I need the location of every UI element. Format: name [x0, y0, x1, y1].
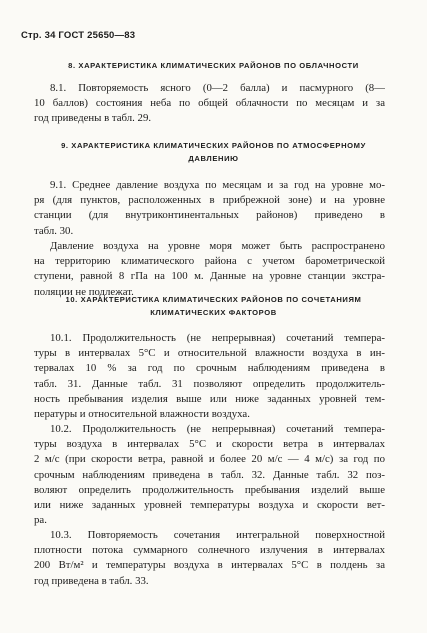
- text-line: воляют определить продолжительность пребывания изделий выше: [34, 483, 385, 496]
- text-line: 9.1. Среднее давление воздуха по месяцам и за год на уровне мо-: [50, 179, 385, 191]
- section-title-line: 9. ХАРАКТЕРИСТИКА КЛИМАТИЧЕСКИХ РАЙОНОВ ПО АТМОСФЕРНОМУ: [61, 141, 366, 150]
- text-line: 200 Вт/м² и температуры воздуха в интервалах 5°С в полдень за: [34, 559, 385, 572]
- text-line: Давление воздуха на уровне моря может быть распространено: [50, 240, 385, 252]
- paragraph-10-1: [34, 331, 385, 422]
- section-10-title: [40, 293, 387, 319]
- text-line: 8.1. Повторяемость ясного (0—2 балла) и пасмурного (8—: [50, 82, 385, 94]
- text-line: 10 баллов) состояния неба по общей облачности по месяцам и за: [34, 97, 385, 110]
- section-title-line: ДАВЛЕНИЮ: [188, 154, 239, 163]
- text-line: плотности потока суммарного солнечного излучения в интервалах: [34, 544, 385, 557]
- text-line: 10.2. Продолжительность (не непрерывная) сочетаний темпера-: [50, 423, 385, 435]
- text-line: ность пребывания изделия выше или ниже заданных уровней тем-: [34, 392, 385, 405]
- text-line: туры в интервалах 5°С и относительной влажности воздуха в ин-: [34, 347, 385, 360]
- text-line: срочным наблюдениям приведена в табл. 32. Данные табл. 32 поз-: [34, 468, 385, 481]
- section-title-line: 8. ХАРАКТЕРИСТИКА КЛИМАТИЧЕСКИХ РАЙОНОВ ПО ОБЛАЧНОСТИ: [68, 61, 359, 70]
- paragraph-9-1: [34, 178, 385, 239]
- paragraph-9-2: [34, 239, 385, 300]
- text-line: год приведены в табл. 29.: [34, 112, 152, 125]
- text-line: 10.3. Повторяемость сочетания интегральной поверхностной: [50, 529, 385, 541]
- section-title-line: 10. ХАРАКТЕРИСТИКА КЛИМАТИЧЕСКИХ РАЙОНОВ ПО СОЧЕТАНИЯМ: [65, 295, 362, 304]
- text-line: туры воздуха в интервалах 5°С и скорости ветра в интервалах: [34, 438, 385, 451]
- text-line: на территорию климатического района с учетом барометрической: [34, 255, 385, 268]
- text-line: табл. 30.: [34, 224, 74, 237]
- text-line: ра.: [34, 514, 47, 527]
- text-line: ря (для пунктов, расположенных в прибрежной зоне) и на уровне: [34, 194, 385, 207]
- text-line: тервалах 10 % за год по срочным наблюдениям приведена в: [34, 362, 385, 375]
- text-line: пературы и относительной влажности воздуха.: [34, 408, 250, 421]
- text-line: станции (для внутриконтинентальных районов) приведено в: [34, 209, 385, 222]
- text-line: ступени, равной 8 гПа на 100 м. Данные на уровне станции экстра-: [34, 270, 385, 283]
- section-8-title: [40, 59, 387, 72]
- page-header: Стр. 34 ГОСТ 25650—83: [21, 30, 136, 41]
- text-line: поляции не подлежат.: [34, 285, 134, 298]
- text-line: 2 м/с (при скорости ветра, равной и более 20 м/с — 4 м/с) за год по: [34, 453, 385, 466]
- text-line: табл. 31. Данные табл. 31 позволяют определить продолжитель-: [34, 377, 385, 390]
- paragraph-10-2: [34, 422, 385, 528]
- paragraph-8-1: [34, 81, 385, 127]
- text-line: или ниже заданных уровней температуры воздуха и скорости вет-: [34, 499, 385, 512]
- text-line: 10.1. Продолжительность (не непрерывная) сочетаний темпера-: [50, 332, 385, 344]
- text-line: год приведена в табл. 33.: [34, 574, 149, 587]
- section-title-line: КЛИМАТИЧЕСКИХ ФАКТОРОВ: [150, 308, 277, 317]
- paragraph-10-3: [34, 528, 385, 589]
- section-9-title: [40, 139, 387, 165]
